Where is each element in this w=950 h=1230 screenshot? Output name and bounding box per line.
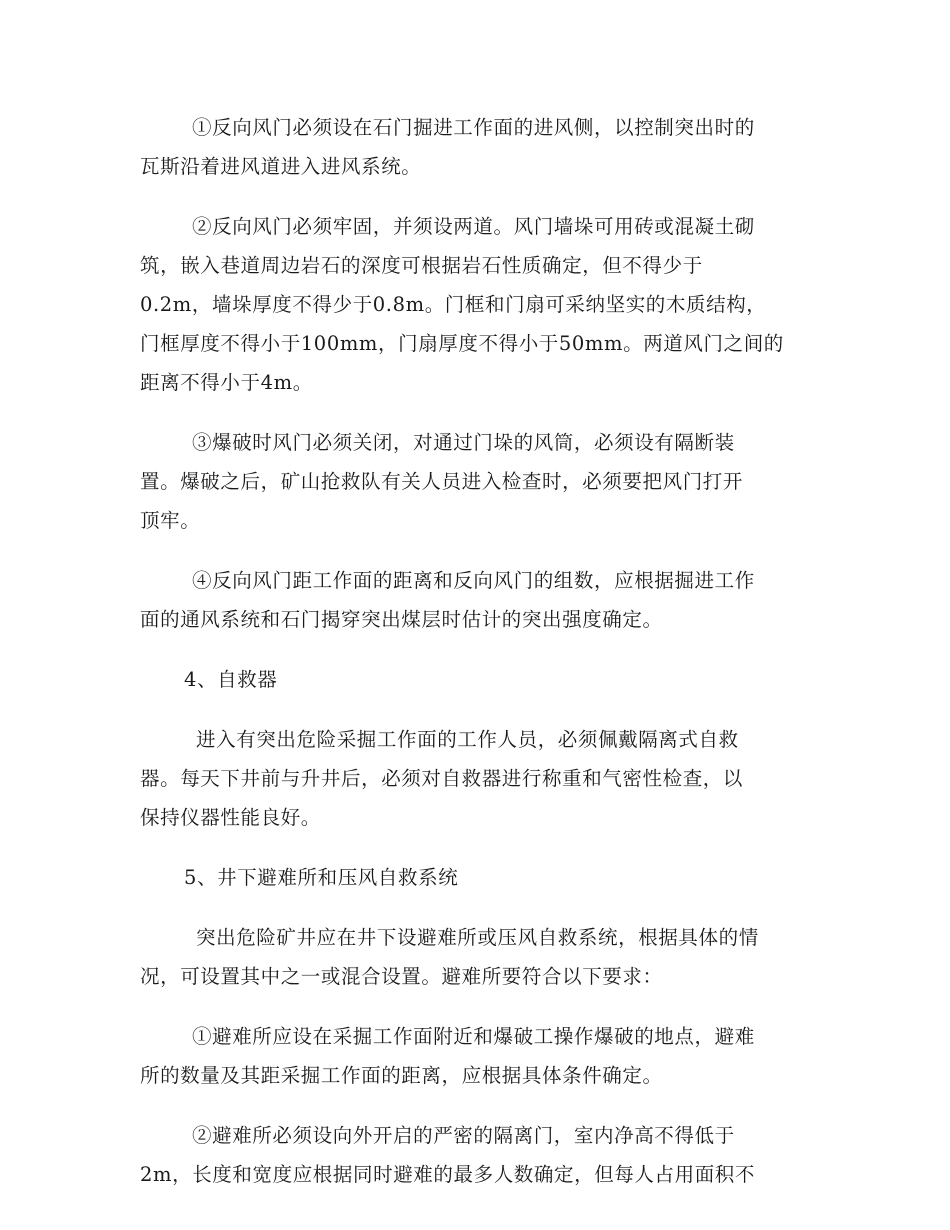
text-line: 2m，长度和宽度应根据同时避难的最多人数确定，但每人占用面积不 [140, 1163, 755, 1186]
text-line: ①反向风门必须设在石门掘进工作面的进风侧，以控制突出时的 [192, 116, 755, 139]
paragraph-gap [140, 402, 812, 423]
text-line: ③爆破时风门必须关闭，对通过门垛的风筒，必须设有隔断装 [192, 431, 735, 454]
text-line: 距离不得小于4m。 [140, 371, 313, 394]
text-line: 门框厚度不得小于100mm，门扇厚度不得小于50mm。两道风门之间的 [140, 332, 784, 355]
text-line: 保持仪器性能良好。 [140, 806, 321, 829]
text-line: 筑，嵌入巷道周边岩石的深度可根据岩石性质确定，但不得少于 [140, 254, 703, 277]
paragraph-gap [140, 699, 812, 720]
text-line: 器。每天下井前与升井后，必须对自救器进行称重和气密性检查，以 [140, 767, 744, 790]
paragraph-reverse-door-construction [140, 207, 812, 402]
text-line: 0.2m，墙垛厚度不得少于0.8m。门框和门扇可采纳坚实的木质结构， [140, 293, 767, 316]
text-line: 所的数量及其距采掘工作面的距离，应根据具体条件确定。 [140, 1064, 663, 1087]
text-line: ②避难所必须设向外开启的严密的隔离门，室内净高不得低于 [192, 1124, 735, 1147]
paragraph-gap [140, 639, 812, 660]
paragraph-gap [140, 186, 812, 207]
paragraph-blasting-door [140, 423, 812, 540]
paragraph-self-rescuer [140, 720, 812, 837]
heading-text: 4、自救器 [184, 668, 278, 691]
paragraph-gap [140, 1095, 812, 1116]
paragraph-gap [140, 897, 812, 918]
text-line: 置。爆破之后，矿山抢救队有关人员进入检查时，必须要把风门打开 [140, 470, 744, 493]
text-line: 况，可设置其中之一或混合设置。避难所要符合以下要求： [140, 965, 663, 988]
text-line: 进入有突出危险采掘工作面的工作人员，必须佩戴隔离式自救 [196, 728, 739, 751]
text-line: 顶牢。 [140, 509, 201, 532]
heading-text: 5、井下避难所和压风自救系统 [184, 866, 459, 889]
paragraph-gap [140, 996, 812, 1017]
paragraph-refuge-intro [140, 918, 812, 996]
document-body [140, 108, 812, 1194]
paragraph-door-distance [140, 561, 812, 639]
text-line: ④反向风门距工作面的距离和反向风门的组数，应根据掘进工作 [192, 569, 755, 592]
text-line: ①避难所应设在采掘工作面附近和爆破工操作爆破的地点，避难 [192, 1025, 755, 1048]
paragraph-refuge-location [140, 1017, 812, 1095]
paragraph-gap [140, 540, 812, 561]
paragraph-reverse-door-location [140, 108, 812, 186]
section-heading-self-rescuer [140, 660, 812, 699]
paragraph-refuge-door [140, 1116, 812, 1194]
paragraph-gap [140, 837, 812, 858]
text-line: ②反向风门必须牢固，并须设两道。风门墙垛可用砖或混凝土砌 [192, 215, 755, 238]
section-heading-refuge [140, 858, 812, 897]
text-line: 瓦斯沿着进风道进入进风系统。 [140, 155, 422, 178]
text-line: 面的通风系统和石门揭穿突出煤层时估计的突出强度确定。 [140, 608, 663, 631]
text-line: 突出危险矿井应在井下设避难所或压风自救系统，根据具体的情 [196, 926, 759, 949]
